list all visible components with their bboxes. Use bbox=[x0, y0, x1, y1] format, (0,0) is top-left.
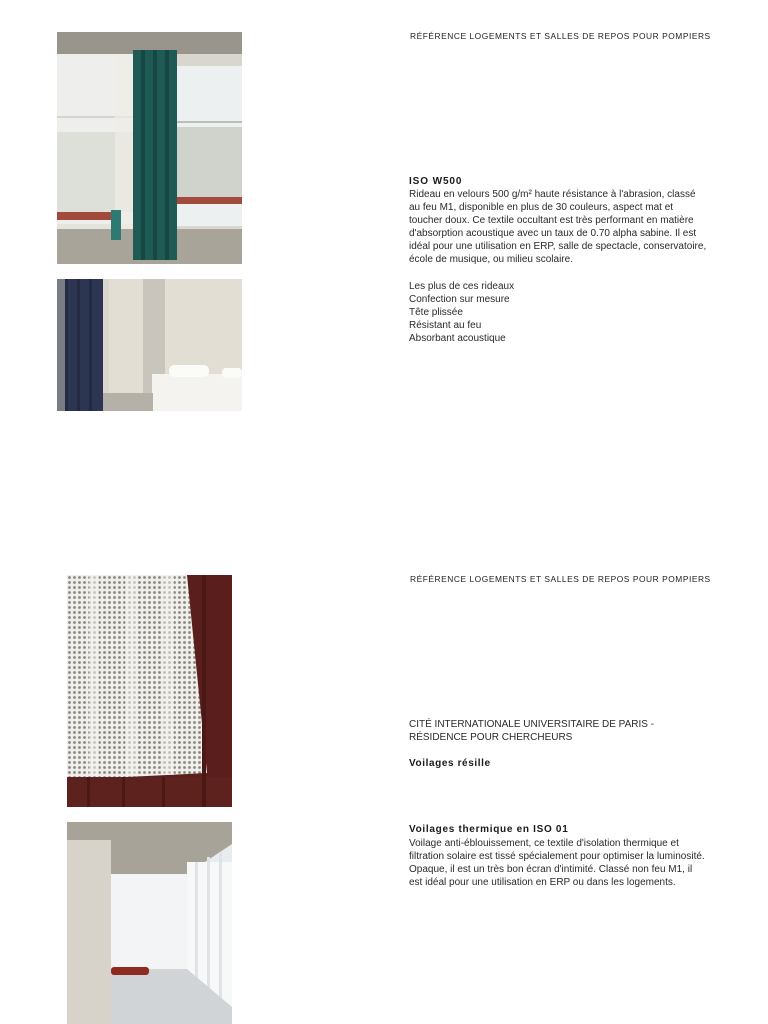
feature-item: Confection sur mesure bbox=[409, 294, 510, 305]
photo-white-sheer-corridor bbox=[67, 822, 232, 1024]
photo-navy-curtain-bedroom bbox=[57, 279, 242, 411]
description-line: Voilage anti-éblouissement, ce textile d'isolation thermique et bbox=[409, 838, 679, 849]
product-description bbox=[409, 188, 706, 266]
description-line: toucher doux. Ce textile occultant est très performant en matière bbox=[409, 215, 694, 226]
description-line: école de musique, ou milieu scolaire. bbox=[409, 254, 573, 265]
description-line: Rideau en velours 500 g/m² haute résistance à l'abrasion, classé bbox=[409, 189, 696, 200]
description-line: filtration solaire est tissé spécialement pour optimiser la luminosité. bbox=[409, 851, 705, 862]
description-line: idéal pour une utilisation en ERP, salle de spectacle, conservatoire, bbox=[409, 241, 707, 252]
feature-item: Tête plissée bbox=[409, 307, 463, 318]
product-title-2: Voilages thermique en ISO 01 bbox=[409, 824, 569, 835]
product-title: ISO W500 bbox=[409, 176, 463, 187]
photo-mesh-sheer-burgundy bbox=[67, 575, 232, 807]
photo-teal-curtain-window bbox=[57, 32, 242, 264]
project-line: CITÉ INTERNATIONALE UNIVERSITAIRE DE PARIS - bbox=[409, 719, 655, 730]
product-subtitle: Voilages résille bbox=[409, 758, 491, 769]
reference-title: RÉFÉRENCE LOGEMENTS ET SALLES DE REPOS POUR POMPIERS bbox=[410, 31, 711, 41]
description-line: est idéal pour une utilisation en ERP ou dans les logements. bbox=[409, 877, 676, 888]
feature-item: Résistant au feu bbox=[409, 320, 482, 331]
feature-item: Absorbant acoustique bbox=[409, 333, 506, 344]
product-description-2 bbox=[409, 837, 705, 889]
project-line: RÉSIDENCE POUR CHERCHEURS bbox=[409, 732, 573, 743]
description-line: Opaque, il est un très bon écran d'intimité. Classé non feu M1, il bbox=[409, 864, 693, 875]
reference-title-2: RÉFÉRENCE LOGEMENTS ET SALLES DE REPOS POUR POMPIERS bbox=[410, 574, 711, 584]
project-name bbox=[409, 718, 654, 744]
features-title: Les plus de ces rideaux bbox=[409, 281, 515, 292]
features-list bbox=[409, 280, 514, 345]
description-line: d'absorption acoustique avec un taux de 0.70 alpha sabine. Il est bbox=[409, 228, 697, 239]
description-line: au feu M1, disponible en plus de 30 couleurs, aspect mat et bbox=[409, 202, 674, 213]
